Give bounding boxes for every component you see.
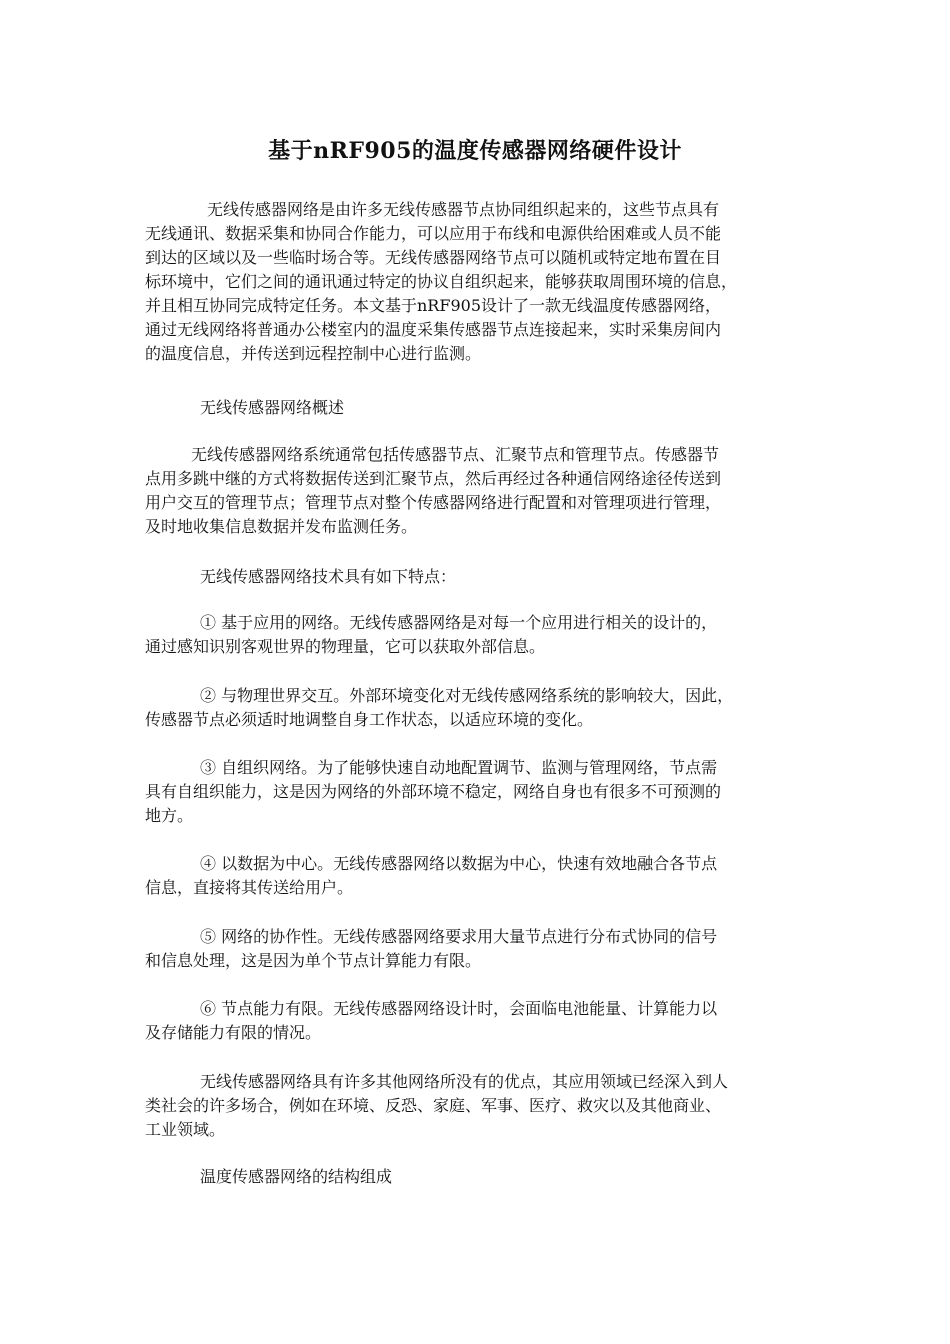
text-line: 点用多跳中继的方式将数据传送到汇聚节点，然后再经过各种通信网络途径传送到 (145, 469, 722, 488)
section-heading-overview (145, 396, 813, 420)
text-line: 信息，直接将其传送给用户。 (145, 878, 354, 897)
text-line: ④ 以数据为中心。无线传感器网络以数据为中心，快速有效地融合各节点 (200, 854, 718, 873)
text-line: 通过感知识别客观世界的物理量，它可以获取外部信息。 (145, 637, 546, 656)
feature-item-1 (145, 611, 813, 659)
feature-item-4 (145, 852, 813, 900)
text-line: 用户交互的管理节点；管理节点对整个传感器网络进行配置和对管理项进行管理， (145, 493, 722, 512)
text-line: ⑤ 网络的协作性。无线传感器网络要求用大量节点进行分布式协同的信号 (200, 927, 718, 946)
text-line: 无线传感器网络系统通常包括传感器节点、汇聚节点和管理节点。传感器节 (191, 445, 720, 464)
text-line: 并且相互协同完成特定任务。本文基于nRF905设计了一款无线温度传感器网络， (145, 296, 721, 315)
text-line: 地方。 (145, 806, 194, 825)
section-heading-structure (145, 1165, 813, 1189)
text-line: 及时地收集信息数据并发布监测任务。 (145, 517, 418, 536)
document-title: 基于nRF905的温度传感器网络硬件设计 (268, 138, 682, 164)
text-line: ⑥ 节点能力有限。无线传感器网络设计时，会面临电池能量、计算能力以 (200, 999, 718, 1018)
text-line: 的温度信息，并传送到远程控制中心进行监测。 (145, 344, 482, 363)
text-line: 通过无线网络将普通办公楼室内的温度采集传感器节点连接起来，实时采集房间内 (145, 320, 722, 339)
text-line: 工业领域。 (145, 1120, 226, 1139)
text-line: 及存储能力有限的情况。 (145, 1023, 322, 1042)
text-line: 到达的区域以及一些临时场合等。无线传感器网络节点可以随机或特定地布置在目 (145, 248, 722, 267)
feature-item-2 (145, 684, 813, 732)
paragraph-features-intro (145, 565, 813, 589)
text-line: 无线传感器网络技术具有如下特点： (200, 567, 457, 586)
paragraph-advantages (145, 1070, 813, 1142)
text-line: ② 与物理世界交互。外部环境变化对无线传感网络系统的影响较大，因此， (200, 686, 734, 705)
paragraph-system (145, 443, 813, 539)
text-line: 温度传感器网络的结构组成 (200, 1167, 393, 1186)
text-line: 具有自组织能力，这是因为网络的外部环境不稳定，网络自身也有很多不可预测的 (145, 782, 722, 801)
feature-item-3 (145, 756, 813, 828)
text-line: 标环境中，它们之间的通讯通过特定的协议自组织起来，能够获取周围环境的信息， (145, 272, 738, 291)
text-line: 无线传感器网络是由许多无线传感器节点协同组织起来的，这些节点具有 (207, 200, 720, 219)
feature-item-5 (145, 925, 813, 973)
text-line: 传感器节点必须适时地调整自身工作状态，以适应环境的变化。 (145, 710, 594, 729)
text-line: 无线通讯、数据采集和协同合作能力，可以应用于布线和电源供给困难或人员不能 (145, 224, 722, 243)
paragraph-intro (145, 198, 813, 366)
feature-item-6 (145, 997, 813, 1045)
text-line: ① 基于应用的网络。无线传感器网络是对每一个应用进行相关的设计的， (200, 613, 718, 632)
text-line: ③ 自组织网络。为了能够快速自动地配置调节、监测与管理网络，节点需 (200, 758, 718, 777)
text-line: 类社会的许多场合，例如在环境、反恐、家庭、军事、医疗、救灾以及其他商业、 (145, 1096, 722, 1115)
text-line: 和信息处理，这是因为单个节点计算能力有限。 (145, 951, 482, 970)
text-line: 无线传感器网络具有许多其他网络所没有的优点，其应用领域已经深入到人 (200, 1072, 729, 1091)
text-line: 无线传感器网络概述 (200, 398, 345, 417)
